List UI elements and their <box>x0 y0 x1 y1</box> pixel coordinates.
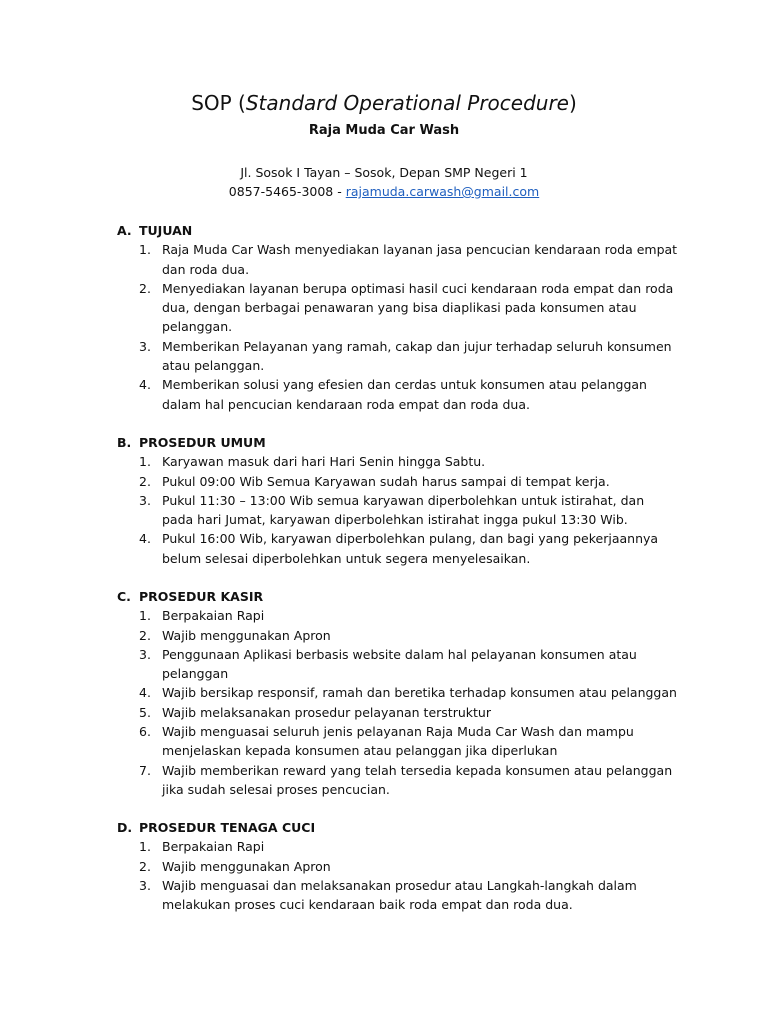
list-item-text-line: Wajib menguasai seluruh jenis pelayanan Raja Muda Car Wash dan mampu <box>162 724 634 740</box>
numbered-list <box>117 452 697 568</box>
list-item <box>117 472 697 491</box>
company-name: Raja Muda Car Wash <box>308 123 460 138</box>
section-tujuan <box>117 221 697 414</box>
list-item <box>117 606 697 625</box>
list-item-text-line: Karyawan masuk dari hari Hari Senin hingga Sabtu. <box>162 454 486 470</box>
list-item-number: 4. <box>139 685 151 701</box>
list-item-number: 1. <box>139 608 151 624</box>
list-item <box>117 375 697 414</box>
section-title: PROSEDUR TENAGA CUCI <box>139 820 316 835</box>
section-letter: C. <box>117 589 131 604</box>
list-item-number: 2. <box>139 858 151 874</box>
list-item-text-line: Memberikan solusi yang efesien dan cerdas untuk konsumen atau pelanggan <box>162 377 647 393</box>
list-item-number: 2. <box>139 280 151 296</box>
list-item-number: 7. <box>139 762 151 778</box>
company-address: Jl. Sosok I Tayan – Sosok, Depan SMP Negeri 1 <box>240 165 528 180</box>
section-title: PROSEDUR KASIR <box>139 589 264 604</box>
list-item <box>117 857 697 876</box>
list-item-text-line: dalam hal pencucian kendaraan roda empat dan roda dua. <box>162 396 530 412</box>
section-prosedur-tenaga-cuci <box>117 818 697 914</box>
title-italic: Standard Operational Procedure <box>245 91 569 115</box>
contact-line <box>0 183 768 201</box>
list-item-text-line: Raja Muda Car Wash menyediakan layanan jasa pencucian kendaraan roda empat <box>162 242 678 258</box>
section-letter: B. <box>117 435 132 450</box>
list-item-text-line: Wajib menguasai dan melaksanakan prosedur atau Langkah-langkah dalam <box>162 877 637 893</box>
list-item-text-line: Wajib menggunakan Apron <box>162 858 331 874</box>
list-item-number: 3. <box>139 877 151 893</box>
section-heading <box>117 587 697 606</box>
list-item <box>117 240 697 279</box>
list-item-text-line: Wajib melaksanakan prosedur pelayanan terstruktur <box>162 704 491 720</box>
page-title <box>0 88 768 118</box>
list-item-text-line: Wajib memberikan reward yang telah tersedia kepada konsumen atau pelanggan <box>162 762 673 778</box>
list-item-text-line: pelanggan. <box>162 319 233 335</box>
list-item-number: 6. <box>139 724 151 740</box>
list-item <box>117 491 697 530</box>
list-item-text-line: Menyediakan layanan berupa optimasi hasil cuci kendaraan roda empat dan roda <box>162 280 674 296</box>
list-item <box>117 761 697 800</box>
section-prosedur-kasir <box>117 587 697 799</box>
list-item-number: 4. <box>139 531 151 547</box>
section-letter: D. <box>117 820 133 835</box>
section-heading <box>117 818 697 837</box>
list-item <box>117 876 697 915</box>
list-item-number: 2. <box>139 627 151 643</box>
list-item-text-line: belum selesai diperbolehkan untuk segera menyelesaikan. <box>162 550 531 566</box>
list-item <box>117 337 697 376</box>
list-item <box>117 529 697 568</box>
list-item-text-line: Pukul 11:30 – 13:00 Wib semua karyawan diperbolehkan untuk istirahat, dan <box>162 492 645 508</box>
section-title: TUJUAN <box>139 223 193 238</box>
list-item <box>117 626 697 645</box>
list-item-text-line: atau pelanggan. <box>162 358 265 374</box>
list-item-text-line: Berpakaian Rapi <box>162 839 265 855</box>
list-item-text-line: jika sudah selesai proses pencucian. <box>162 781 390 797</box>
phone-number: 0857-5465-3008 - <box>228 184 346 199</box>
list-item-number: 1. <box>139 454 151 470</box>
list-item-number: 3. <box>139 492 151 508</box>
list-item-number: 1. <box>139 839 151 855</box>
list-item-number: 4. <box>139 377 151 393</box>
list-item-text-line: dan roda dua. <box>162 261 250 277</box>
list-item-text-line: Wajib menggunakan Apron <box>162 627 331 643</box>
list-item <box>117 722 697 761</box>
list-item-number: 1. <box>139 242 151 258</box>
list-item <box>117 703 697 722</box>
numbered-list <box>117 606 697 799</box>
list-item <box>117 683 697 702</box>
list-item-text-line: Berpakaian Rapi <box>162 608 265 624</box>
list-item-text-line: menjelaskan kepada konsumen atau pelanggan jika diperlukan <box>162 743 558 759</box>
numbered-list <box>117 837 697 914</box>
list-item-number: 5. <box>139 704 151 720</box>
list-item-text-line: Pukul 09:00 Wib Semua Karyawan sudah harus sampai di tempat kerja. <box>162 473 610 489</box>
title-prefix: SOP ( <box>191 91 246 115</box>
list-item-text-line: Memberikan Pelayanan yang ramah, cakap dan jujur terhadap seluruh konsumen <box>162 338 672 354</box>
list-item <box>117 837 697 856</box>
list-item <box>117 279 697 337</box>
list-item-number: 3. <box>139 646 151 662</box>
list-item-text-line: pelanggan <box>162 666 229 682</box>
list-item <box>117 645 697 684</box>
list-item-text-line: pada hari Jumat, karyawan diperbolehkan istirahat ingga pukul 13:30 Wib. <box>162 512 628 528</box>
section-title: PROSEDUR UMUM <box>139 435 266 450</box>
list-item-number: 2. <box>139 473 151 489</box>
list-item-number: 3. <box>139 338 151 354</box>
list-item-text-line: Pukul 16:00 Wib, karyawan diperbolehkan pulang, dan bagi yang pekerjaannya <box>162 531 659 547</box>
section-letter: A. <box>117 223 132 238</box>
section-prosedur-umum <box>117 433 697 568</box>
email-link[interactable]: rajamuda.carwash@gmail.com <box>345 184 540 199</box>
list-item-text-line: melakukan proses cuci kendaraan baik roda empat dan roda dua. <box>162 897 573 913</box>
section-heading <box>117 221 697 240</box>
list-item <box>117 452 697 471</box>
list-item-text-line: dua, dengan berbagai penawaran yang bisa diaplikasi pada konsumen atau <box>162 300 637 316</box>
section-heading <box>117 433 697 452</box>
title-suffix: ) <box>568 91 577 115</box>
list-item-text-line: Penggunaan Aplikasi berbasis website dalam hal pelayanan konsumen atau <box>162 646 637 662</box>
list-item-text-line: Wajib bersikap responsif, ramah dan beretika terhadap konsumen atau pelanggan <box>162 685 677 701</box>
numbered-list <box>117 240 697 414</box>
